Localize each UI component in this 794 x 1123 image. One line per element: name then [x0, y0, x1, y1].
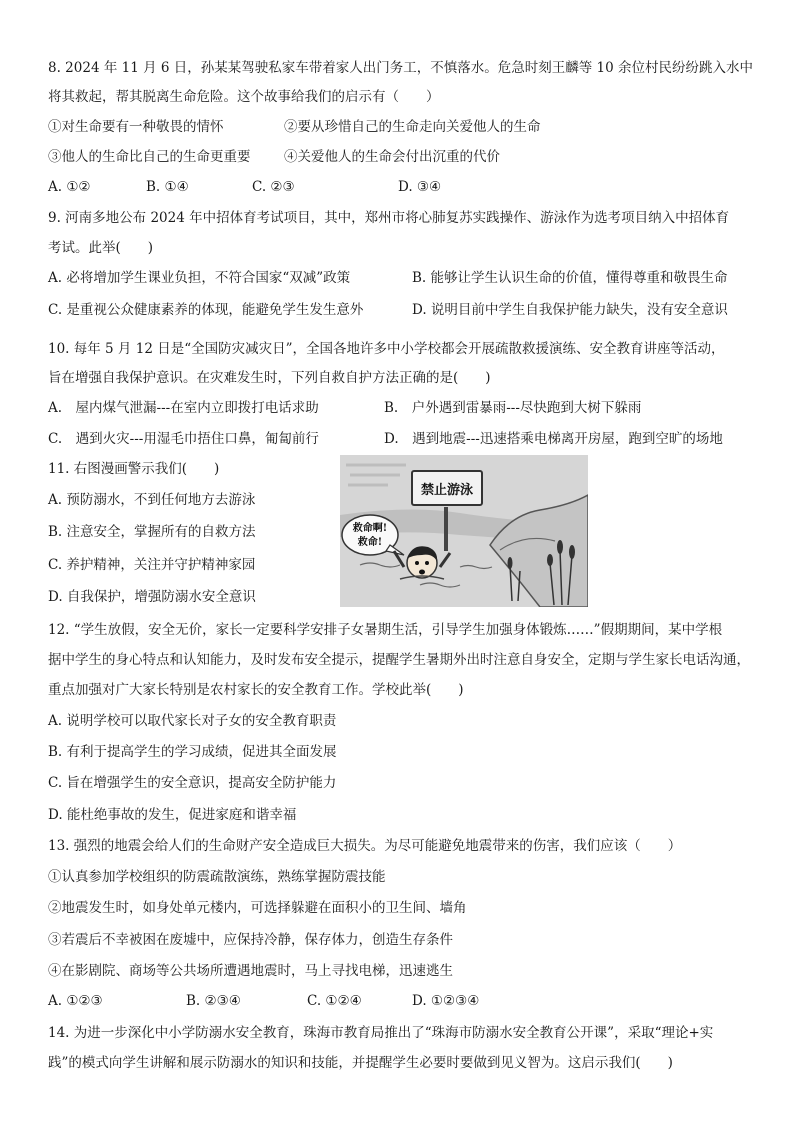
q11-stem: 11. 右图漫画警示我们( ) [48, 461, 220, 477]
q8-option-b[interactable]: B. ①④ [146, 179, 189, 195]
q8-statement-1: ①对生命要有一种敬畏的情怀 [48, 119, 224, 135]
q9-stem-line-1: 9. 河南多地公布 2024 年中招体育考试项目，其中，郑州市将心肺复苏实践操作、游泳作为选考项目纳入中招体育 [48, 210, 730, 226]
q12-option-b[interactable]: B. 有利于提高学生的学习成绩，促进其全面发展 [48, 744, 337, 760]
q11-option-c[interactable]: C. 养护精神，关注并守护精神家园 [48, 557, 256, 573]
q13-statement-1: ①认真参加学校组织的防震疏散演练，熟练掌握防震技能 [48, 869, 386, 885]
q9-option-c[interactable]: C. 是重视公众健康素养的体现，能避免学生发生意外 [48, 302, 364, 318]
q8-stem-line-2: 将其救起，帮其脱离生命危险。这个故事给我们的启示有（ ） [48, 89, 440, 105]
q12-stem-line-1: 12. “学生放假，安全无价，家长一定要科学安排子女暑期生活，引导学生加强身体锻炼……”假期期间，某中学根 [48, 622, 723, 638]
q10-option-b[interactable]: B. 户外遇到雷暴雨---尽快跑到大树下躲雨 [384, 400, 642, 416]
q8-option-d[interactable]: D. ③④ [398, 179, 442, 195]
q13-option-c[interactable]: C. ①②④ [307, 993, 362, 1009]
q8-statement-3: ③他人的生命比自己的生命更重要 [48, 149, 251, 165]
q9-option-a[interactable]: A. 必将增加学生课业负担，不符合国家“双减”政策 [48, 270, 351, 286]
q13-option-a[interactable]: A. ①②③ [48, 993, 103, 1009]
q11-option-b[interactable]: B. 注意安全，掌握所有的自救方法 [48, 524, 256, 540]
q13-statement-4: ④在影剧院、商场等公共场所遭遇地震时，马上寻找电梯，迅速逃生 [48, 963, 453, 979]
q12-option-d[interactable]: D. 能杜绝事故的发生，促进家庭和谐幸福 [48, 807, 297, 823]
q11-option-a[interactable]: A. 预防溺水，不到任何地方去游泳 [48, 492, 256, 508]
cartoon-illustration [340, 455, 588, 607]
q9-option-d[interactable]: D. 说明目前中学生自我保护能力缺失，没有安全意识 [412, 302, 728, 318]
q13-statement-3: ③若震后不幸被困在废墟中，应保持冷静，保存体力，创造生存条件 [48, 932, 453, 948]
q13-statement-2: ②地震发生时，如身处单元楼内，可选择躲避在面积小的卫生间、墙角 [48, 900, 467, 916]
q10-option-d[interactable]: D. 遇到地震---迅速搭乘电梯离开房屋，跑到空旷的场地 [384, 431, 723, 447]
q14-stem-line-2: 践”的模式向学生讲解和展示防溺水的知识和技能，并提醒学生必要时要做到见义智为。这启示我们( ) [48, 1055, 673, 1071]
q8-stem-line-1: 8. 2024 年 11 月 6 日，孙某某驾驶私家车带着家人出门务工，不慎落水。危急时刻王麟等 10 余位村民纷纷跳入水中 [48, 60, 754, 76]
q13-option-d[interactable]: D. ①②③④ [412, 993, 480, 1009]
q14-stem-line-1: 14. 为进一步深化中小学防溺水安全教育，珠海市教育局推出了“珠海市防溺水安全教育公开课”，采取“理论+实 [48, 1025, 714, 1041]
q10-stem-line-2: 旨在增强自我保护意识。在灾难发生时，下列自救自护方法正确的是( ) [48, 370, 491, 386]
q10-stem-line-1: 10. 每年 5 月 12 日是“全国防灾减灾日”，全国各地许多中小学校都会开展疏散救援演练、安全教育讲座等活动， [48, 341, 725, 357]
q8-option-a[interactable]: A. ①② [48, 179, 91, 195]
q8-option-c[interactable]: C. ②③ [252, 179, 295, 195]
q9-stem-line-2: 考试。此举( ) [48, 240, 154, 256]
q9-option-b[interactable]: B. 能够让学生认识生命的价值，懂得尊重和敬畏生命 [412, 270, 728, 286]
q12-option-c[interactable]: C. 旨在增强学生的安全意识，提高安全防护能力 [48, 775, 337, 791]
q8-statement-4: ④关爱他人的生命会付出沉重的代价 [284, 149, 500, 165]
bubble-text-2: 救命! [357, 537, 383, 548]
sign-text: 禁止游泳 [420, 483, 474, 498]
q13-stem: 13. 强烈的地震会给人们的生命财产安全造成巨大损失。为尽可能避免地震带来的伤害，我们应该（ ） [48, 838, 682, 854]
q10-option-c[interactable]: C. 遇到火灾---用湿毛巾捂住口鼻，匍匐前行 [48, 431, 319, 447]
q12-stem-line-3: 重点加强对广大家长特别是农村家长的安全教育工作。学校此举( ) [48, 682, 464, 698]
q10-option-a[interactable]: A. 屋内煤气泄漏---在室内立即拨打电话求助 [48, 400, 319, 416]
q13-option-b[interactable]: B. ②③④ [186, 993, 241, 1009]
q11-option-d[interactable]: D. 自我保护，增强防溺水安全意识 [48, 589, 256, 605]
q8-statement-2: ②要从珍惜自己的生命走向关爱他人的生命 [284, 119, 541, 135]
drowning-warning-cartoon [340, 455, 588, 607]
q12-option-a[interactable]: A. 说明学校可以取代家长对子女的安全教育职责 [48, 713, 337, 729]
q12-stem-line-2: 据中学生的身心特点和认知能力，及时发布安全提示，提醒学生暑期外出时注意自身安全，定期与学生家长电话沟通， [48, 652, 750, 668]
bubble-text-1: 救命啊! [352, 523, 388, 534]
